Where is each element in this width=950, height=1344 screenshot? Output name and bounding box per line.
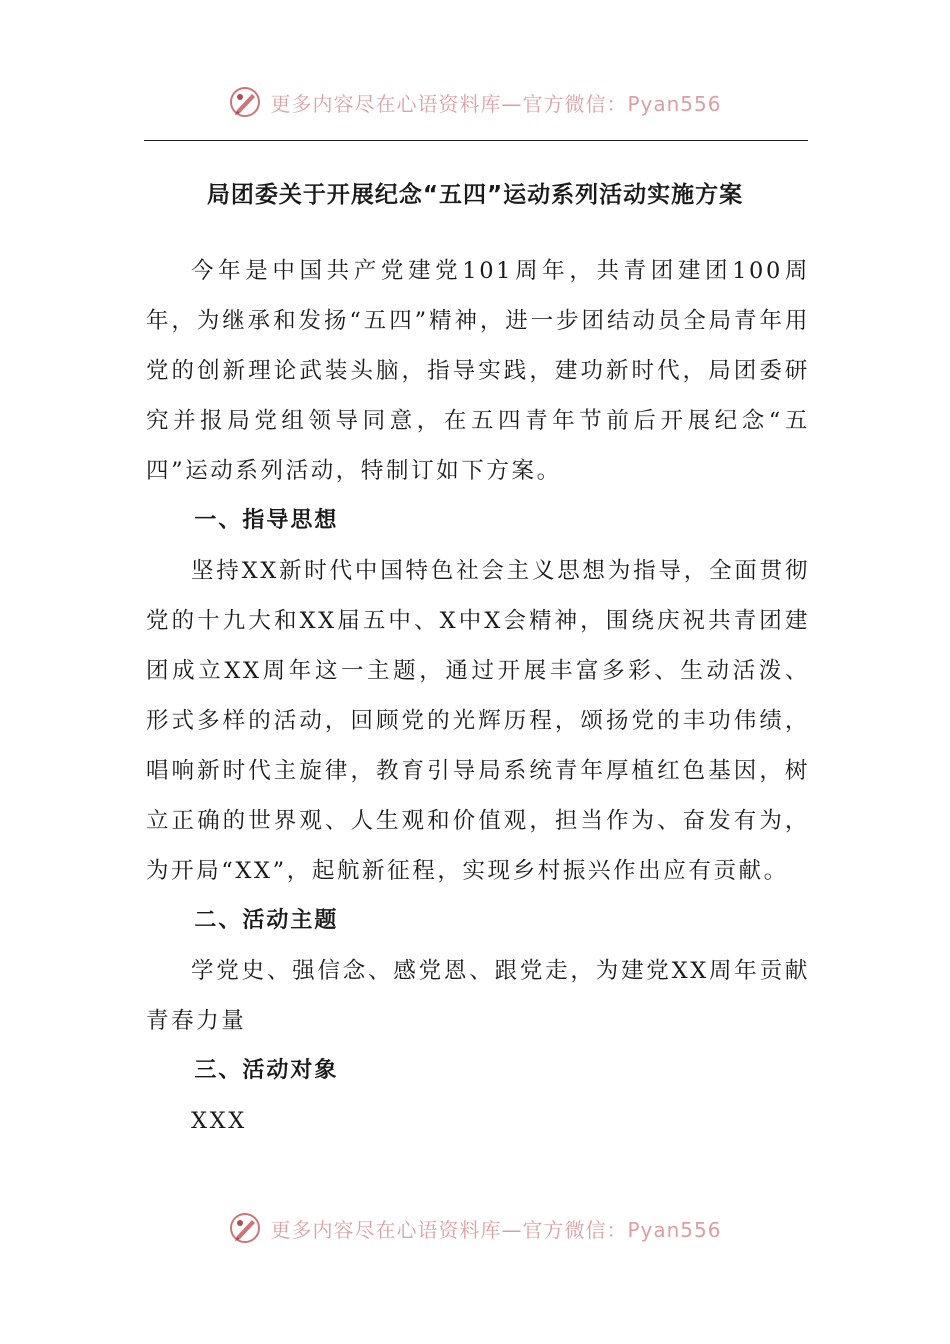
watermark-text: 更多内容尽在心语资料库—官方微信：Pyan556 xyxy=(270,1217,722,1242)
intro-paragraph: 今年是中国共产党建党101周年，共青团建团100周年，为继承和发扬“五四”精神，进一步团结动员全局青年用党的创新理论武装头脑，指导实践，建功新时代，局团委研究并报局党组领导同意，在五四青年节前后开展纪念“五四”运动系列活动，特制订如下方案。 xyxy=(146,258,810,484)
footer-watermark xyxy=(0,1208,950,1248)
pen-logo-icon xyxy=(228,1211,262,1245)
document-title: 局团委关于开展纪念“五四”运动系列活动实施方案 xyxy=(206,182,744,208)
section-heading-guiding-ideology: 一、指导思想 xyxy=(194,508,339,533)
section-body-activity-theme: 学党史、强信念、感党恩、跟党走，为建党XX周年贡献青春力量 xyxy=(146,958,810,1034)
document-body xyxy=(146,246,810,1146)
section-heading-activity-theme: 二、活动主题 xyxy=(194,908,339,933)
section-body-activity-target: XXX xyxy=(191,1108,247,1134)
header-divider xyxy=(144,140,808,141)
section-body-guiding-ideology: 坚持XX新时代中国特色社会主义思想为指导，全面贯彻党的十九大和XX届五中、X中X会精神，围绕庆祝共青团建团成立XX周年这一主题，通过开展丰富多彩、生动活泼、形式多样的活动，回顾党的光辉历程，颂扬党的丰功伟绩，唱响新时代主旋律，教育引导局系统青年厚植红色基因，树立正确的世界观、人生观和价值观，担当作为、奋发有为，为开局“XX”，起航新征程，实现乡村振兴作出应有贡献。 xyxy=(146,558,810,884)
section-heading-activity-target: 三、活动对象 xyxy=(194,1058,339,1083)
header-watermark xyxy=(0,82,950,122)
pen-logo-icon xyxy=(228,85,262,119)
watermark-text: 更多内容尽在心语资料库—官方微信：Pyan556 xyxy=(270,91,722,116)
